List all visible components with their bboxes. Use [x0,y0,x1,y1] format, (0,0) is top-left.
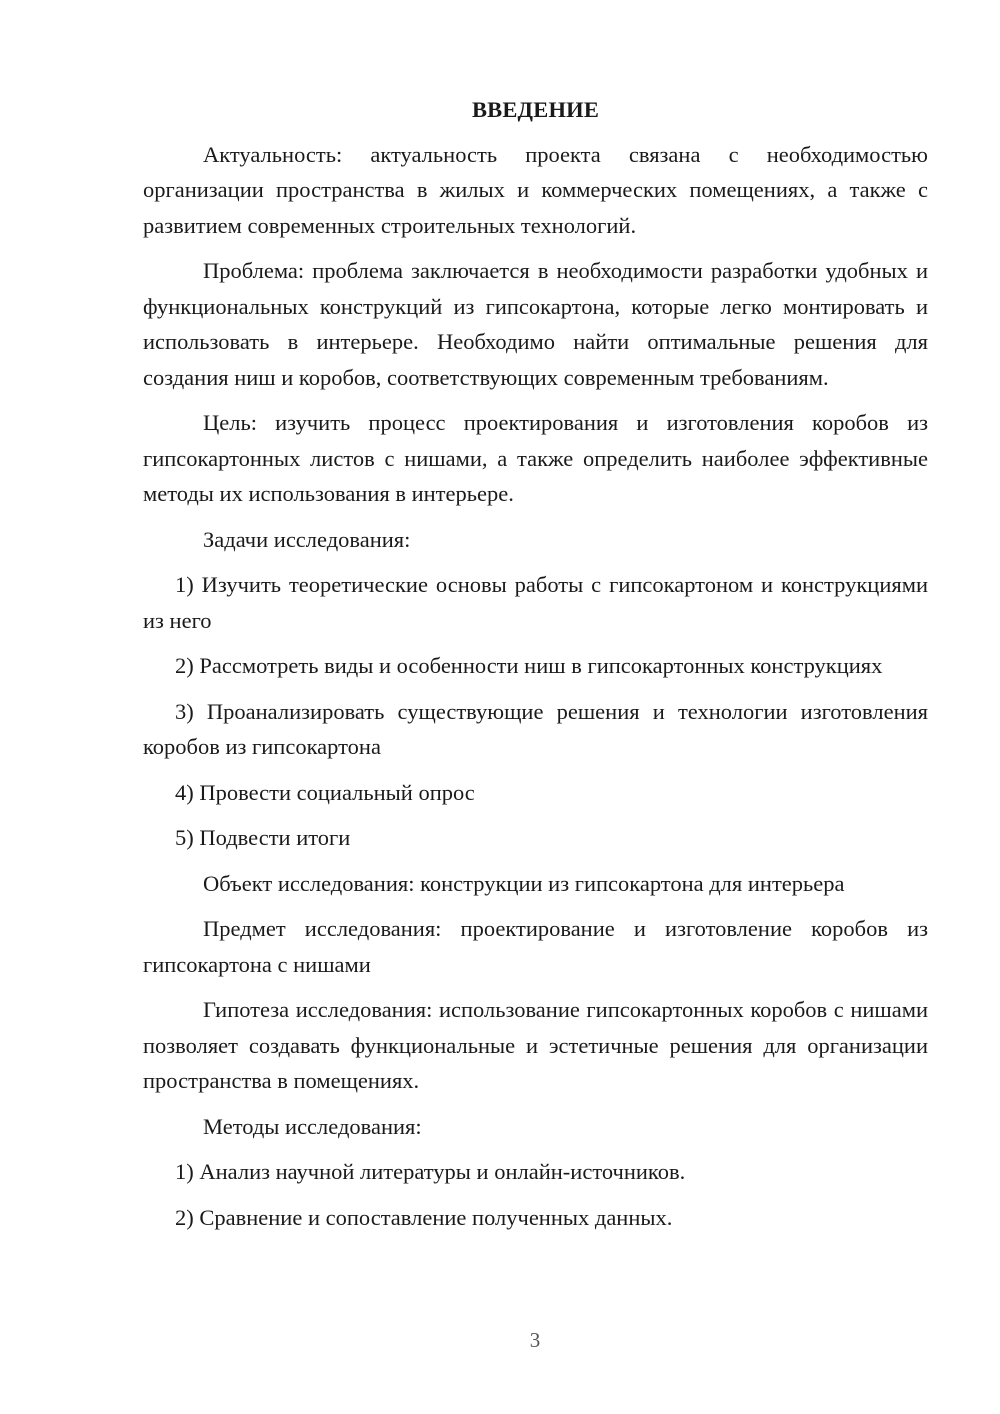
paragraph-relevance: Актуальность: актуальность проекта связана с необходимостью организации пространства в жилых и коммерческих помещениях, а также с развитием современных строительных технологий. [143,141,928,238]
paragraph-goal: Цель: изучить процесс проектирования и изготовления коробов из гипсокартонных листов с нишами, а также определить наиболее эффективные методы их использования в интерьере. [143,410,928,506]
methods-heading: Методы исследования: [203,1113,422,1139]
paragraph-subject: Предмет исследования: проектирование и изготовление коробов из гипсокартона с нишами [143,916,928,977]
task-item: 5) Подвести итоги [175,825,351,850]
task-item: 4) Провести социальный опрос [175,779,475,805]
method-item: 2) Сравнение и сопоставление полученных данных. [175,1204,673,1230]
page-number: 3 [529,1328,541,1352]
method-item: 1) Анализ научной литературы и онлайн-источников. [175,1159,686,1184]
paragraph-hypothesis: Гипотеза исследования: использование гипсокартонных коробов с нишами позволяет создавать функциональные и эстетичные решения для организации пространства в помещениях. [143,997,928,1093]
tasks-heading: Задачи исследования: [203,526,411,552]
task-item: 3) Проанализировать существующие решения и технологии изготовления коробов из гипсокартона [143,698,928,759]
section-title: ВВЕДЕНИЕ [471,97,600,122]
page-content [143,92,928,1245]
paragraph-object: Объект исследования: конструкции из гипсокартона для интерьера [203,870,845,896]
task-item: 2) Рассмотреть виды и особенности ниш в гипсокартонных конструкциях [175,653,883,678]
paragraph-problem: Проблема: проблема заключается в необходимости разработки удобных и функциональных конструкций из гипсокартона, которые легко монтировать и использовать в интерьере. Необходимо найти оптимальные решения для создания ниш и коробов, соответствующих современным требованиям. [143,258,928,390]
task-item: 1) Изучить теоретические основы работы с гипсокартоном и конструкциями из него [143,572,928,633]
